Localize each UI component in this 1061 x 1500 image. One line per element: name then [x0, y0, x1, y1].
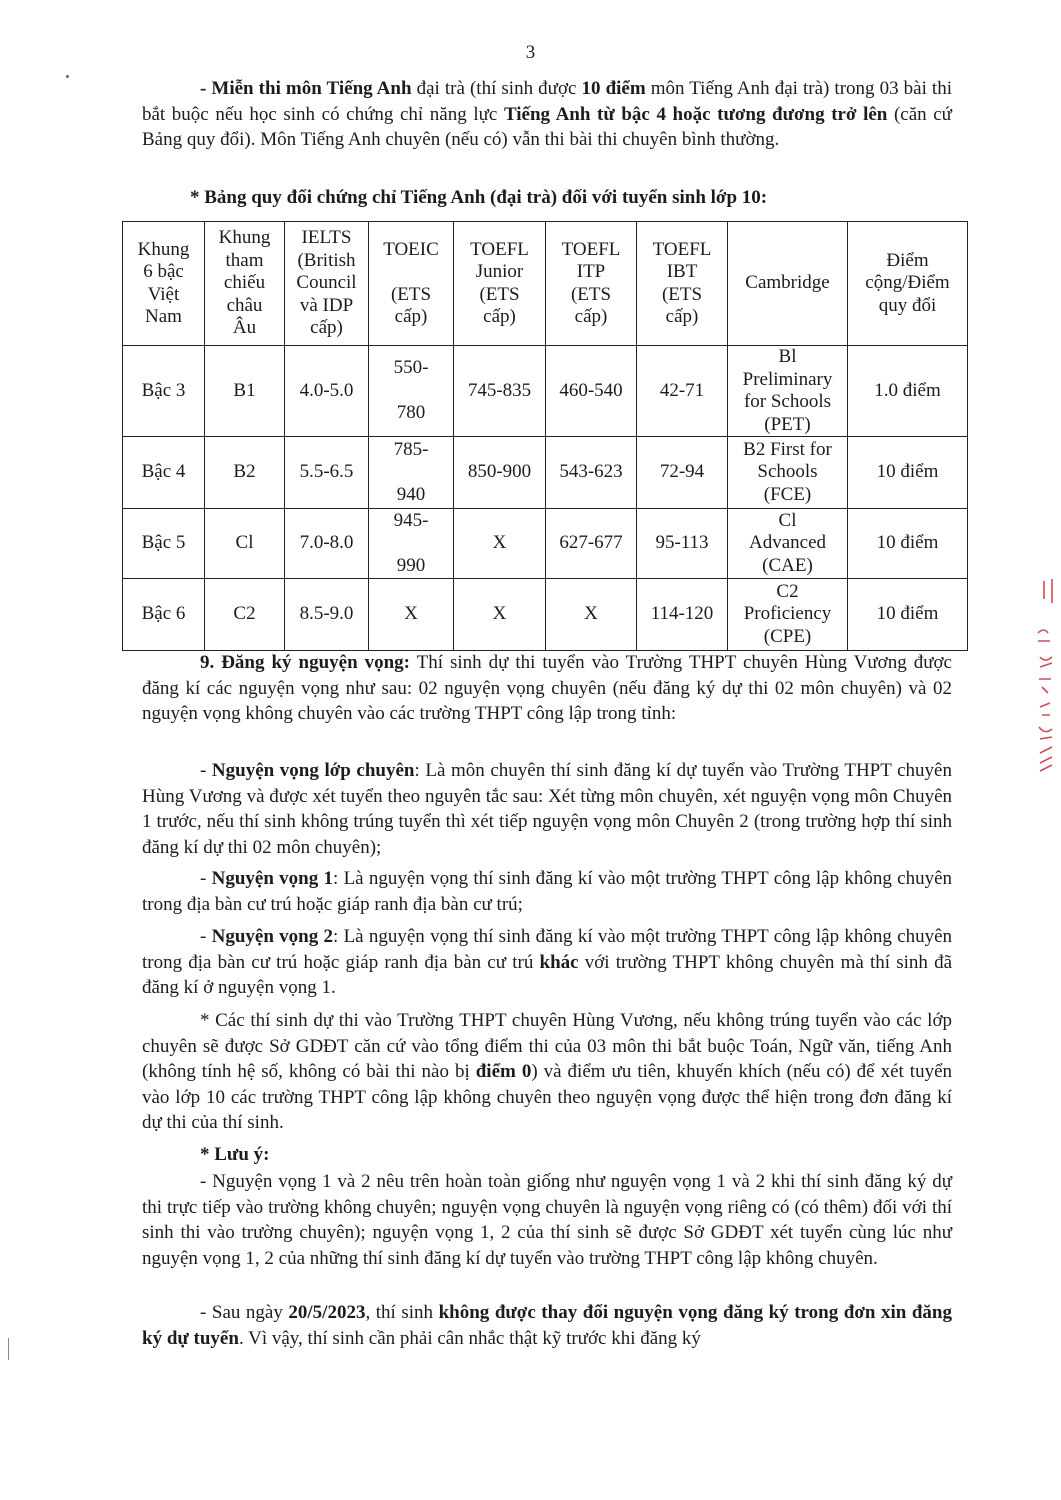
- table-cell: B2 First for Schools (FCE): [728, 437, 848, 509]
- table-cell: 114-120: [637, 579, 728, 651]
- header-cell: Khung 6 bậc Việt Nam: [123, 222, 205, 346]
- bold-text: * Lưu ý:: [200, 1144, 270, 1165]
- table-cell: Bậc 5: [123, 509, 205, 579]
- table-cell: 785- 940: [369, 437, 454, 509]
- bold-text: khác: [539, 951, 579, 973]
- scan-speck: [66, 75, 69, 78]
- header-cell: Điểm cộng/Điểm quy đổi: [848, 222, 968, 346]
- table-title: * Bảng quy đổi chứng chỉ Tiếng Anh (đại trà) đối với tuyển sinh lớp 10:: [190, 187, 768, 208]
- bold-text: đơn xin đăng ký dự tuyển: [142, 1302, 952, 1349]
- table-cell: X: [369, 579, 454, 651]
- nv-chuyen-paragraph: - Nguyện vọng lớp chuyên: Là môn chuyên thí sinh đăng kí dự tuyển vào Trường THPT chuyên Hùng Vương và được xét tuyển theo nguyên tắc sau: Xét từng môn chuyên, xét nguyện vọng môn Chuyên 1 trước, nếu thí sinh không trúng tuyển thì xét tiếp nguyện vọng môn Chuyên 2 (trong trường hợp thí sinh đăng kí dự thi 02 môn chuyên);: [142, 760, 953, 858]
- bold-text: tương đương trở lên: [717, 103, 888, 125]
- table-row: [123, 579, 968, 651]
- bold-text: điểm 0: [475, 1061, 532, 1083]
- bold-text: Nguyện vọng 1: [211, 868, 334, 889]
- conversion-table: [122, 221, 968, 651]
- bold-text: Nguyện vọng 2: [211, 926, 334, 947]
- table-cell: C2 Proficiency (CPE): [728, 579, 848, 651]
- header-cell: Cambridge: [728, 222, 848, 346]
- table-cell: 10 điểm: [848, 437, 968, 509]
- luu-y-item-2: - Sau ngày 20/5/2023, thí sinh không được thay đổi nguyện vọng đăng ký trong đơn xin đăng ký dự tuyển. Vì vậy, thí sinh cần phải cân nhắc thật kỹ trước khi đăng ký: [142, 1302, 952, 1349]
- header-cell: TOEFL IBT (ETS cấp): [637, 222, 728, 346]
- table-cell: 543-623: [546, 437, 637, 509]
- header-cell: TOEIC (ETS cấp): [369, 222, 454, 346]
- table-cell: 550- 780: [369, 346, 454, 437]
- table-row: [123, 509, 968, 579]
- header-cell: Khung tham chiếu châu Âu: [205, 222, 285, 346]
- table-cell: 72-94: [637, 437, 728, 509]
- table-header-row: [123, 222, 968, 346]
- luu-y-item-1: - Nguyện vọng 1 và 2 nêu trên hoàn toàn giống như nguyện vọng 1 và 2 khi thí sinh đăng ký dự thi trực tiếp vào trường không chuyên; nguyện vọng chuyên là nguyện vọng riêng có (có thêm) đối với thí sinh thi vào trường chuyên); nguyện vọng 1, 2 của thí sinh sẽ được Sở GDĐT xét tuyển cùng lúc như nguyện vọng 1, 2 của những thí sinh đăng kí dự tuyển vào trường THPT công lập không chuyên.: [142, 1171, 953, 1269]
- bold-text: 20/5/2023: [288, 1302, 366, 1323]
- table-cell: C2: [205, 579, 285, 651]
- table-cell: 95-113: [637, 509, 728, 579]
- table-cell: 4.0-5.0: [285, 346, 369, 437]
- table-cell: Bậc 6: [123, 579, 205, 651]
- bold-text: 10 điểm: [581, 78, 646, 99]
- table-cell: B2: [205, 437, 285, 509]
- header-cell: TOEFL ITP (ETS cấp): [546, 222, 637, 346]
- table-cell: Bậc 4: [123, 437, 205, 509]
- table-row: [123, 346, 968, 437]
- table-cell: Cl: [205, 509, 285, 579]
- intro-paragraph: - Miễn thi môn Tiếng Anh đại trà (thí sinh được 10 điểm môn Tiếng Anh đại trà) trong 03 bài thi bắt buộc nếu học sinh có chứng chỉ năng lực Tiếng Anh từ bậc 4 hoặc tương đương trở lên (căn cứ Bảng quy đổi). Môn Tiếng Anh chuyên (nếu có) vẫn thi bài thi chuyên bình thường.: [142, 78, 952, 151]
- table-cell: 460-540: [546, 346, 637, 437]
- bold-text: không được thay đổi nguyện vọng đăng ký trong: [438, 1302, 839, 1323]
- table-cell: 5.5-6.5: [285, 437, 369, 509]
- table-cell: Bl Preliminary for Schools (PET): [728, 346, 848, 437]
- table-cell: 10 điểm: [848, 509, 968, 579]
- page-number: 3: [525, 42, 536, 63]
- table-cell: 8.5-9.0: [285, 579, 369, 651]
- table-cell: 10 điểm: [848, 579, 968, 651]
- table-cell: 850-900: [454, 437, 546, 509]
- header-cell: TOEFL Junior (ETS cấp): [454, 222, 546, 346]
- margin-stamp-fragment: [1030, 575, 1060, 775]
- table-cell: B1: [205, 346, 285, 437]
- header-cell: IELTS (British Council và IDP cấp): [285, 222, 369, 346]
- bold-text: Tiếng Anh từ bậc 4 hoặc: [503, 103, 711, 125]
- nv2-paragraph: - Nguyện vọng 2: Là nguyện vọng thí sinh đăng kí vào một trường THPT công lập không chuyên trong địa bàn cư trú hoặc giáp ranh địa bàn cư trú khác với trường THPT không chuyên mà thí sinh đã đăng kí ở nguyện vọng 1.: [142, 926, 953, 999]
- table-cell: 7.0-8.0: [285, 509, 369, 579]
- scan-margin-mark: [8, 1338, 9, 1360]
- bold-text: 9. Đăng ký nguyện vọng:: [200, 652, 410, 673]
- bold-text: - Miễn thi môn Tiếng Anh: [200, 78, 412, 99]
- table-cell: 42-71: [637, 346, 728, 437]
- table-row: [123, 437, 968, 509]
- note-star-paragraph: * Các thí sinh dự thi vào Trường THPT chuyên Hùng Vương, nếu không trúng tuyển vào các lớp chuyên sẽ được Sở GDĐT căn cứ vào tổng điểm thi của 03 môn thi bắt buộc Toán, Ngữ văn, tiếng Anh (không tính hệ số, không có bài thi nào bị điểm 0) và điểm ưu tiên, khuyến khích (nếu có) để xét tuyển vào lớp 10 các trường THPT công lập không chuyên theo nguyện vọng được thể hiện trong đơn đăng kí dự thi của thí sinh.: [142, 1010, 953, 1134]
- table-cell: X: [454, 509, 546, 579]
- table-cell: Bậc 3: [123, 346, 205, 437]
- table-cell: 945- 990: [369, 509, 454, 579]
- table-cell: 627-677: [546, 509, 637, 579]
- table-cell: X: [454, 579, 546, 651]
- table-cell: 1.0 điểm: [848, 346, 968, 437]
- table-cell: 745-835: [454, 346, 546, 437]
- section-9-registration: 9. Đăng ký nguyện vọng: Thí sinh dự thi tuyển vào Trường THPT chuyên Hùng Vương được đăng kí các nguyện vọng như sau: 02 nguyện vọng chuyên (nếu đăng ký dự thi 02 môn chuyên) và 02 nguyện vọng không chuyên vào các trường THPT công lập trong tỉnh:: [142, 652, 953, 725]
- table-cell: X: [546, 579, 637, 651]
- nv1-paragraph: - Nguyện vọng 1: Là nguyện vọng thí sinh đăng kí vào một trường THPT công lập không chuyên trong địa bàn cư trú hoặc giáp ranh địa bàn cư trú;: [142, 868, 953, 915]
- luu-y-heading: [142, 1142, 952, 1168]
- bold-text: Nguyện vọng lớp chuyên: [211, 760, 415, 781]
- table-cell: Cl Advanced (CAE): [728, 509, 848, 579]
